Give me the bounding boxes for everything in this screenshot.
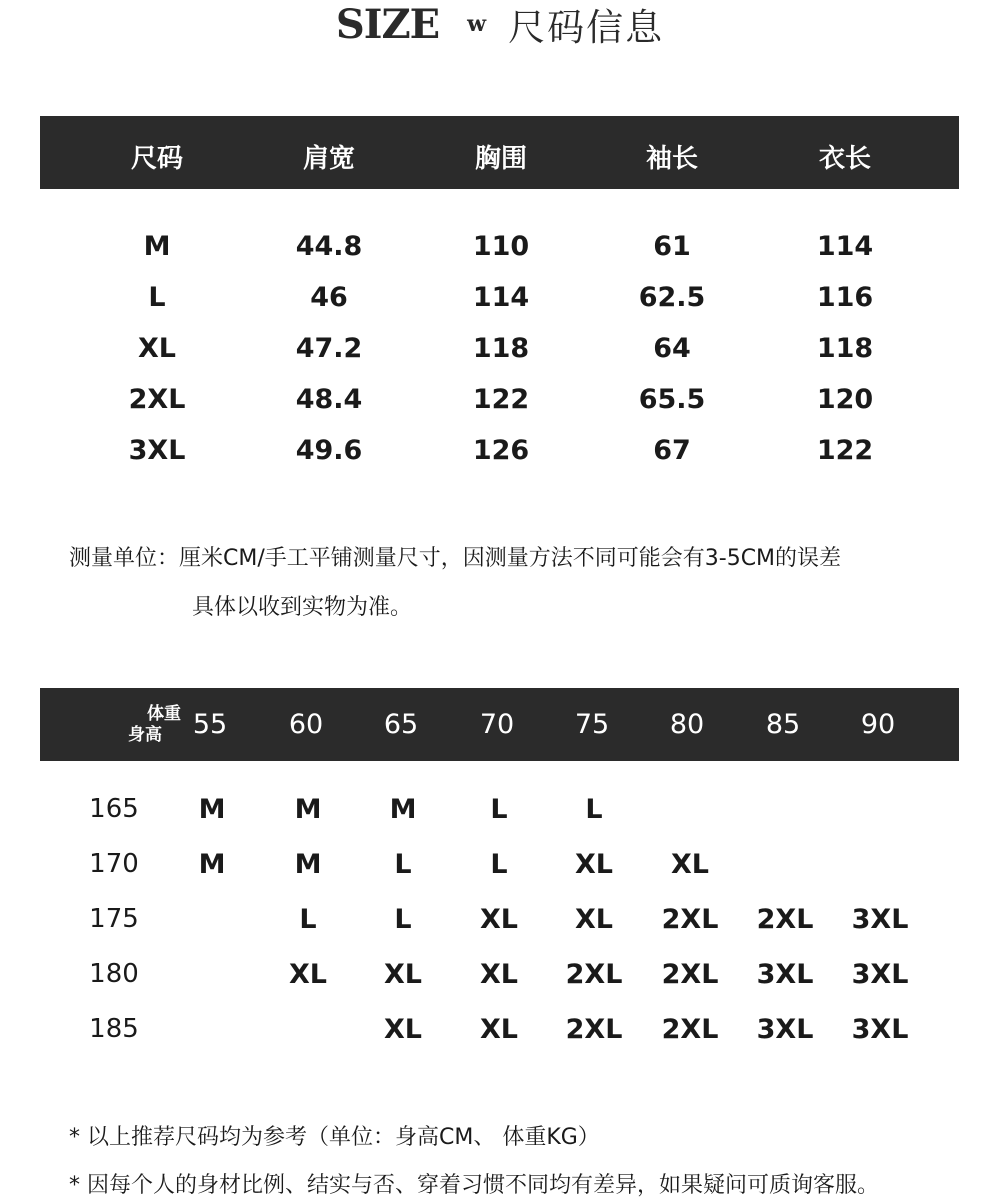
cell-shoulder: 47.2 [295,333,363,364]
cell-shoulder: 49.6 [295,435,363,466]
size-cell: XL [479,959,519,990]
size-cell: 2XL [756,904,814,935]
cell-sleeve: 65.5 [638,384,706,415]
weight-header: 85 [765,709,801,740]
cell-chest: 126 [472,435,530,466]
size-cell: 3XL [851,1014,909,1045]
corner-height: 身高 [128,725,162,745]
corner-label [128,704,181,746]
cell-length: 114 [816,231,874,262]
weight-header: 55 [192,709,228,740]
size-cell: XL [574,849,614,880]
cell-size: XL [137,333,177,364]
cell-sleeve: 67 [653,435,691,466]
table-row [0,794,1000,834]
title-mark: w [467,11,487,37]
size-cell: L [394,904,412,935]
size-cell: XL [288,959,328,990]
cell-size: L [148,282,166,313]
cell-length: 120 [816,384,874,415]
size-cell: XL [383,959,423,990]
cell-sleeve: 64 [653,333,691,364]
weight-header: 60 [288,709,324,740]
table-row [0,282,1000,322]
cell-chest: 110 [472,231,530,262]
cell-size: 3XL [128,435,186,466]
size-cell: M [294,849,322,880]
measurement-note-2: 具体以收到实物为准。 [192,595,413,620]
size-cell: XL [670,849,710,880]
cell-chest: 122 [472,384,530,415]
size-cell: 2XL [661,904,719,935]
size-cell: L [490,794,508,825]
weight-header: 70 [479,709,515,740]
cell-shoulder: 46 [310,282,348,313]
cell-chest: 114 [472,282,530,313]
size-cell: XL [479,904,519,935]
size-cell: XL [479,1014,519,1045]
weight-header: 65 [383,709,419,740]
size-cell: L [394,849,412,880]
size-cell: L [299,904,317,935]
size-cell: XL [574,904,614,935]
cell-size: 2XL [128,384,186,415]
table-row [0,435,1000,475]
size-table-header [40,116,959,189]
height-cell: 185 [89,1014,139,1044]
title-cn-word: 尺码信息 [508,6,665,49]
size-cell: M [294,794,322,825]
height-cell: 175 [89,904,139,934]
cell-length: 122 [816,435,874,466]
size-cell: L [490,849,508,880]
recommend-table-header [40,688,959,761]
cell-size: M [143,231,171,262]
cell-shoulder: 48.4 [295,384,363,415]
header-sleeve: 袖长 [645,144,699,174]
corner-weight: 体重 [147,704,181,724]
size-cell: 2XL [565,1014,623,1045]
table-row [0,333,1000,373]
cell-chest: 118 [472,333,530,364]
size-cell: 3XL [851,959,909,990]
cell-length: 118 [816,333,874,364]
size-cell: 3XL [756,1014,814,1045]
cell-sleeve: 62.5 [638,282,706,313]
size-cell: 2XL [661,1014,719,1045]
table-row [0,384,1000,424]
size-cell: L [585,794,603,825]
weight-header: 80 [669,709,705,740]
cell-length: 116 [816,282,874,313]
size-cell: 2XL [565,959,623,990]
footnote-reference: * 以上推荐尺码均为参考（单位：身高CM、 体重KG） [69,1125,600,1150]
title-size-word: SIZE [335,0,440,48]
weight-header: 90 [860,709,896,740]
header-size: 尺码 [130,144,184,174]
height-cell: 170 [89,849,139,879]
measurement-note: 测量单位：厘米CM/手工平铺测量尺寸，因测量方法不同可能会有3-5CM的误差 [69,546,842,571]
table-row [0,959,1000,999]
size-cell: XL [383,1014,423,1045]
footnote-disclaimer: * 因每个人的身材比例、结实与否、穿着习惯不同均有差异，如果疑问可质询客服。 [69,1173,879,1198]
table-row [0,1014,1000,1054]
cell-sleeve: 61 [653,231,691,262]
cell-shoulder: 44.8 [295,231,363,262]
size-cell: M [198,794,226,825]
header-shoulder: 肩宽 [302,144,356,174]
table-row [0,849,1000,889]
size-cell: 3XL [756,959,814,990]
size-cell: M [198,849,226,880]
size-cell: M [389,794,417,825]
height-cell: 165 [89,794,139,824]
page-title [0,0,1000,48]
weight-header: 75 [574,709,610,740]
header-chest: 胸围 [474,144,528,174]
table-row [0,904,1000,944]
header-length: 衣长 [818,144,872,174]
table-row [0,231,1000,271]
size-cell: 3XL [851,904,909,935]
height-cell: 180 [89,959,139,989]
size-cell: 2XL [661,959,719,990]
